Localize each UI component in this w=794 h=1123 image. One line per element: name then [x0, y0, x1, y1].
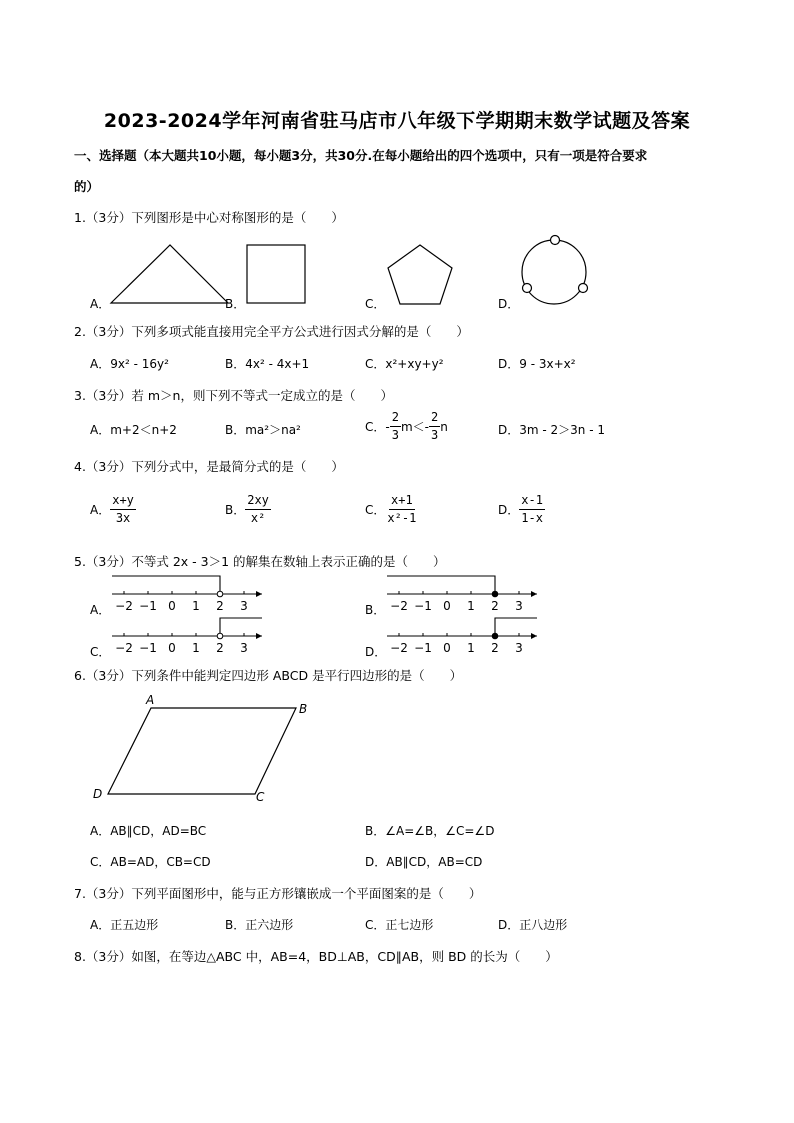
tick-label: 3	[240, 599, 248, 613]
tick-label: 1	[467, 641, 475, 655]
section-heading: 一、选择题（本大题共10小题，每小题3分，共30分.在每小题给出的四个选项中，只有一项是符合要求	[74, 148, 648, 163]
tick-label: −2	[390, 599, 408, 613]
q6-option-b: B．∠A=∠B，∠C=∠D	[365, 824, 495, 838]
tick-label: −2	[115, 599, 133, 613]
tick-label: 0	[168, 599, 176, 613]
q3-fraction-2-den: 3	[431, 428, 439, 442]
vertex-d-label: D	[93, 787, 103, 801]
q3-option-d: D．3m - 2＞3n - 1	[498, 423, 605, 437]
tick-label: 1	[192, 599, 200, 613]
vertex-b-label: B	[299, 702, 308, 716]
q1-option-b-label: B．	[225, 297, 246, 311]
tick-label: 2	[216, 641, 224, 655]
q3-option-c-minus-2: -	[424, 419, 430, 434]
question-2-stem: 2.（3分）下列多项式能直接用完全平方公式进行因式分解的是（ ）	[74, 324, 469, 339]
q3-option-a: A．m+2＜n+2	[90, 423, 177, 437]
tick-label: 1	[192, 641, 200, 655]
q4-option-a-den: 3x	[115, 511, 131, 525]
question-1-stem: 1.（3分）下列图形是中心对称图形的是（ ）	[74, 210, 344, 225]
q4-option-c-label: C．	[365, 503, 386, 517]
q5-option-d-label: D．	[365, 645, 387, 659]
question-6-stem: 6.（3分）下列条件中能判定四边形 ABCD 是平行四边形的是（ ）	[74, 668, 463, 683]
q4-option-b-label: B．	[225, 503, 246, 517]
q3-option-c-var-1: m＜	[400, 420, 425, 434]
q1-option-c-label: C．	[365, 297, 386, 311]
question-3-stem: 3.（3分）若 m＞n，则下列不等式一定成立的是（ ）	[74, 388, 393, 403]
vertex-a-label: A	[146, 693, 155, 707]
question-7-stem: 7.（3分）下列平面图形中，能与正方形镶嵌成一个平面图案的是（ ）	[74, 886, 482, 901]
tick-label: −1	[139, 641, 157, 655]
tick-label: −1	[414, 641, 432, 655]
section-heading-cont: 的）	[74, 179, 100, 194]
q5-option-b-label: B．	[365, 603, 386, 617]
tick-label: 2	[491, 599, 499, 613]
q7-option-d: D．正八边形	[498, 918, 568, 932]
q1-option-a-label: A．	[90, 297, 111, 311]
q3-option-c-label: C．	[365, 420, 386, 434]
tick-label: −2	[115, 641, 133, 655]
tick-label: −1	[414, 599, 432, 613]
q4-option-a-label: A．	[90, 503, 111, 517]
q3-fraction-2-num: 2	[429, 410, 440, 427]
tick-label: −1	[139, 599, 157, 613]
q3-option-c-var-2: n	[440, 419, 448, 434]
q5-option-c-label: C．	[90, 645, 111, 659]
tick-label: 1	[467, 599, 475, 613]
q7-option-a: A．正五边形	[90, 918, 159, 932]
tick-label: 2	[216, 599, 224, 613]
q7-option-c: C．正七边形	[365, 918, 434, 932]
vertex-c-label: C	[256, 790, 265, 804]
q4-option-d-label: D．	[498, 503, 520, 517]
q4-option-d-num: x-1	[519, 493, 545, 510]
q3-fraction-1-num: 2	[390, 410, 401, 427]
q4-option-b-den: x²	[250, 511, 266, 525]
q5-option-a-label: A．	[90, 603, 111, 617]
q2-option-a: A．9x² - 16y²	[90, 357, 169, 371]
q6-option-c: C．AB=AD，CB=CD	[90, 855, 211, 869]
page-title: 2023-2024学年河南省驻马店市八年级下学期期末数学试题及答案	[103, 110, 691, 132]
question-4-stem: 4.（3分）下列分式中，是最简分式的是（ ）	[74, 459, 344, 474]
q3-option-b: B．ma²＞na²	[225, 423, 301, 437]
tick-label: 3	[240, 641, 248, 655]
q3-fraction-1-den: 3	[391, 428, 399, 442]
tick-label: 0	[443, 641, 451, 655]
q7-option-b: B．正六边形	[225, 918, 294, 932]
question-8-stem: 8.（3分）如图，在等边△ABC 中，AB=4，BD⊥AB，CD∥AB，则 BD 的长为（ ）	[74, 949, 558, 964]
question-5-stem: 5.（3分）不等式 2x - 3＞1 的解集在数轴上表示正确的是（ ）	[74, 554, 446, 569]
q2-option-d: D．9 - 3x+x²	[498, 357, 576, 371]
q2-option-c: C．x²+xy+y²	[365, 357, 444, 371]
tick-label: 0	[443, 599, 451, 613]
tick-label: 0	[168, 641, 176, 655]
q4-option-b-num: 2xy	[245, 493, 271, 510]
tick-label: 2	[491, 641, 499, 655]
q4-option-d-den: 1-x	[521, 511, 543, 525]
q4-option-a-num: x+y	[110, 493, 136, 510]
q6-option-a: A．AB∥CD，AD=BC	[90, 824, 207, 838]
q1-option-d-label: D．	[498, 297, 520, 311]
tick-label: −2	[390, 641, 408, 655]
q4-option-c-den: x²-1	[387, 511, 417, 525]
tick-label: 3	[515, 599, 523, 613]
q3-option-c-minus-1: -	[385, 419, 390, 434]
q6-option-d: D．AB∥CD，AB=CD	[365, 855, 483, 869]
tick-label: 3	[515, 641, 523, 655]
q2-option-b: B．4x² - 4x+1	[225, 357, 310, 371]
q4-option-c-num: x+1	[389, 493, 415, 510]
